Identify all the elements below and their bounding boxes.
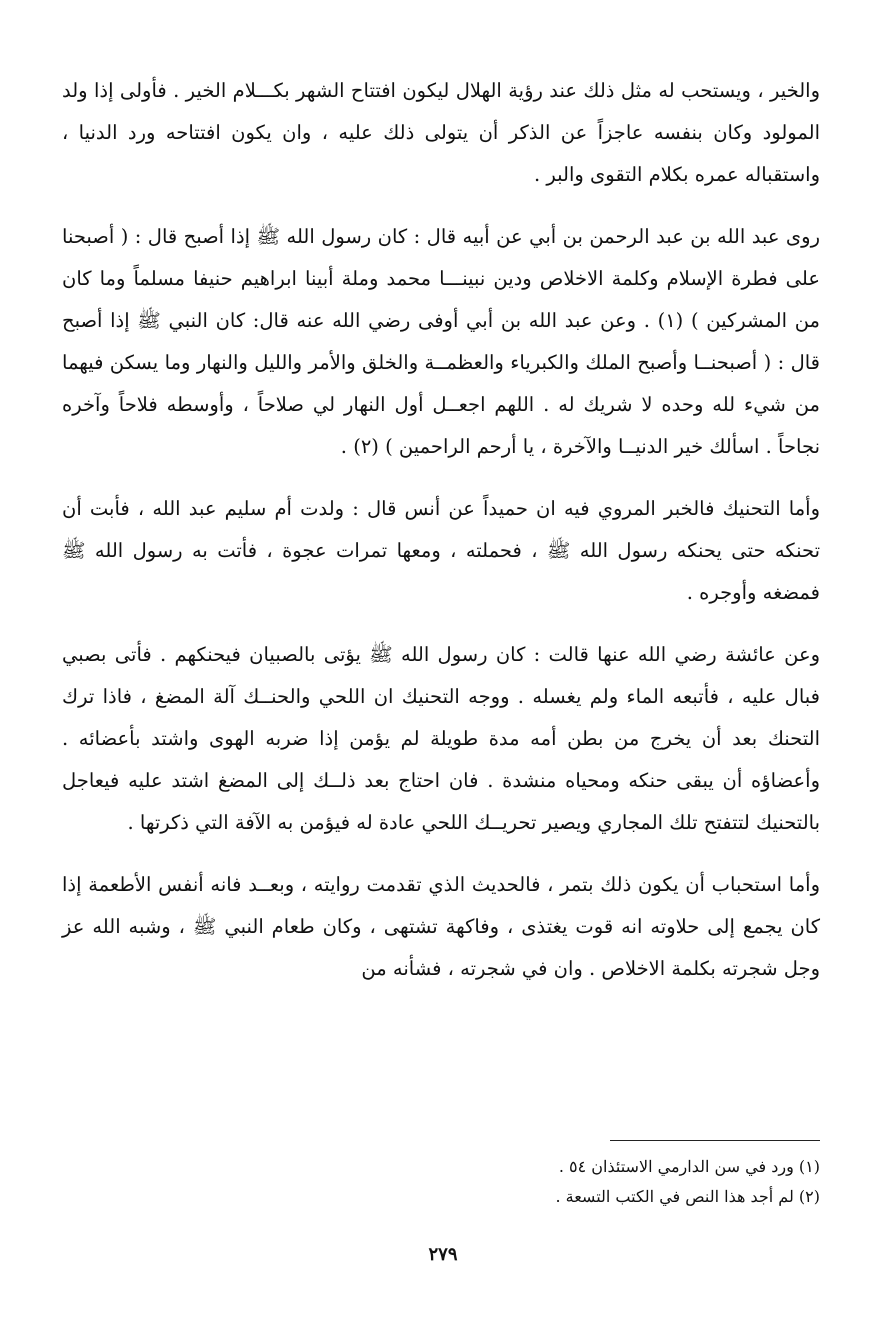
paragraph-4: وعن عائشة رضي الله عنها قالت : كان رسول الله ﷺ يؤتى بالصبيان فيحنكهم . فأتى بصبي فبال عليه ، فأتبعه الماء ولم يغسله . ووجه التحنيك ان اللحي والحنــك آلة المضغ ، فاذا ترك التحنك بعد أن يخرج من بطن أمه مدة طويلة لم يؤمن إذا ضربه الهوى واشتد بأعضائه . وأعضاؤه أن يبقى حنكه ومحياه منشدة . فان احتاج بعد ذلــك إلى المضغ اشتد عليه فيعاجل بالتحنيك لتتفتح تلك المجاري ويصير تحريــك اللحي عادة له فيؤمن به الآفة التي ذكرتها . [62,643,820,834]
paragraph-5: وأما استحباب أن يكون ذلك بتمر ، فالحديث الذي تقدمت روايته ، وبعــد فانه أنفس الأطعمة إذا كان يجمع إلى حلاوته انه قوت يغتذى ، وفاكهة تشتهى ، وكان طعام النبي ﷺ ، وشبه الله عز وجل شجرته بكلمة الاخلاص . وان في شجرته ، فشأنه من [62,873,820,980]
paragraph-3: وأما التحنيك فالخبر المروي فيه ان حميداً عن أنس قال : ولدت أم سليم عبد الله ، فأبت أن تحنكه حتى يحنكه رسول الله ﷺ ، فحملته ، ومعها تمرات عجوة ، فأتت به رسول الله ﷺ فمضغه وأوجره . [62,497,820,604]
footnote-divider [610,1140,820,1141]
footnote-2: (٢) لم أجد هذا النص في الكتب التسعة . [555,1187,820,1206]
footnote-1: (١) ورد في سن الدارمي الاستئذان ٥٤ . [558,1157,820,1176]
paragraph-2: روى عبد الله بن عبد الرحمن بن أبي عن أبيه قال : كان رسول الله ﷺ إذا أصبح قال : ( أصبحنا على فطرة الإسلام وكلمة الاخلاص ودين نبينـــا محمد وملة أبينا ابراهيم حنيفا مسلماً وما كان من المشركين ) (١) . وعن عبد الله بن أبي أوفى رضي الله عنه قال: كان النبي ﷺ إذا أصبح قال : ( أصبحنــا وأصبح الملك والكبرياء والعظمــة والخلق والأمر والليل والنهار وما يسكن فيهما من شيء لله وحده لا شريك له . اللهم اجعــل أول النهار لي صلاحاً ، وأوسطه فلاحاً وآخره نجاحاً . اسألك خير الدنيــا والآخرة ، يا أرحم الراحمين ) (٢) . [62,225,820,458]
footnotes [320,1152,820,1212]
paragraph-1: والخير ، ويستحب له مثل ذلك عند رؤية الهلال ليكون افتتاح الشهر بكـــلام الخير . فأولى إذا ولد المولود وكان بنفسه عاجزاً عن الذكر أن يتولى ذلك عليه ، وان يكون افتتاحه ورد الدنيا ، واستقباله عمره بكلام التقوى والبر . [62,79,820,186]
main-text [62,70,820,990]
page-number: ٢٧٩ [428,1244,458,1265]
